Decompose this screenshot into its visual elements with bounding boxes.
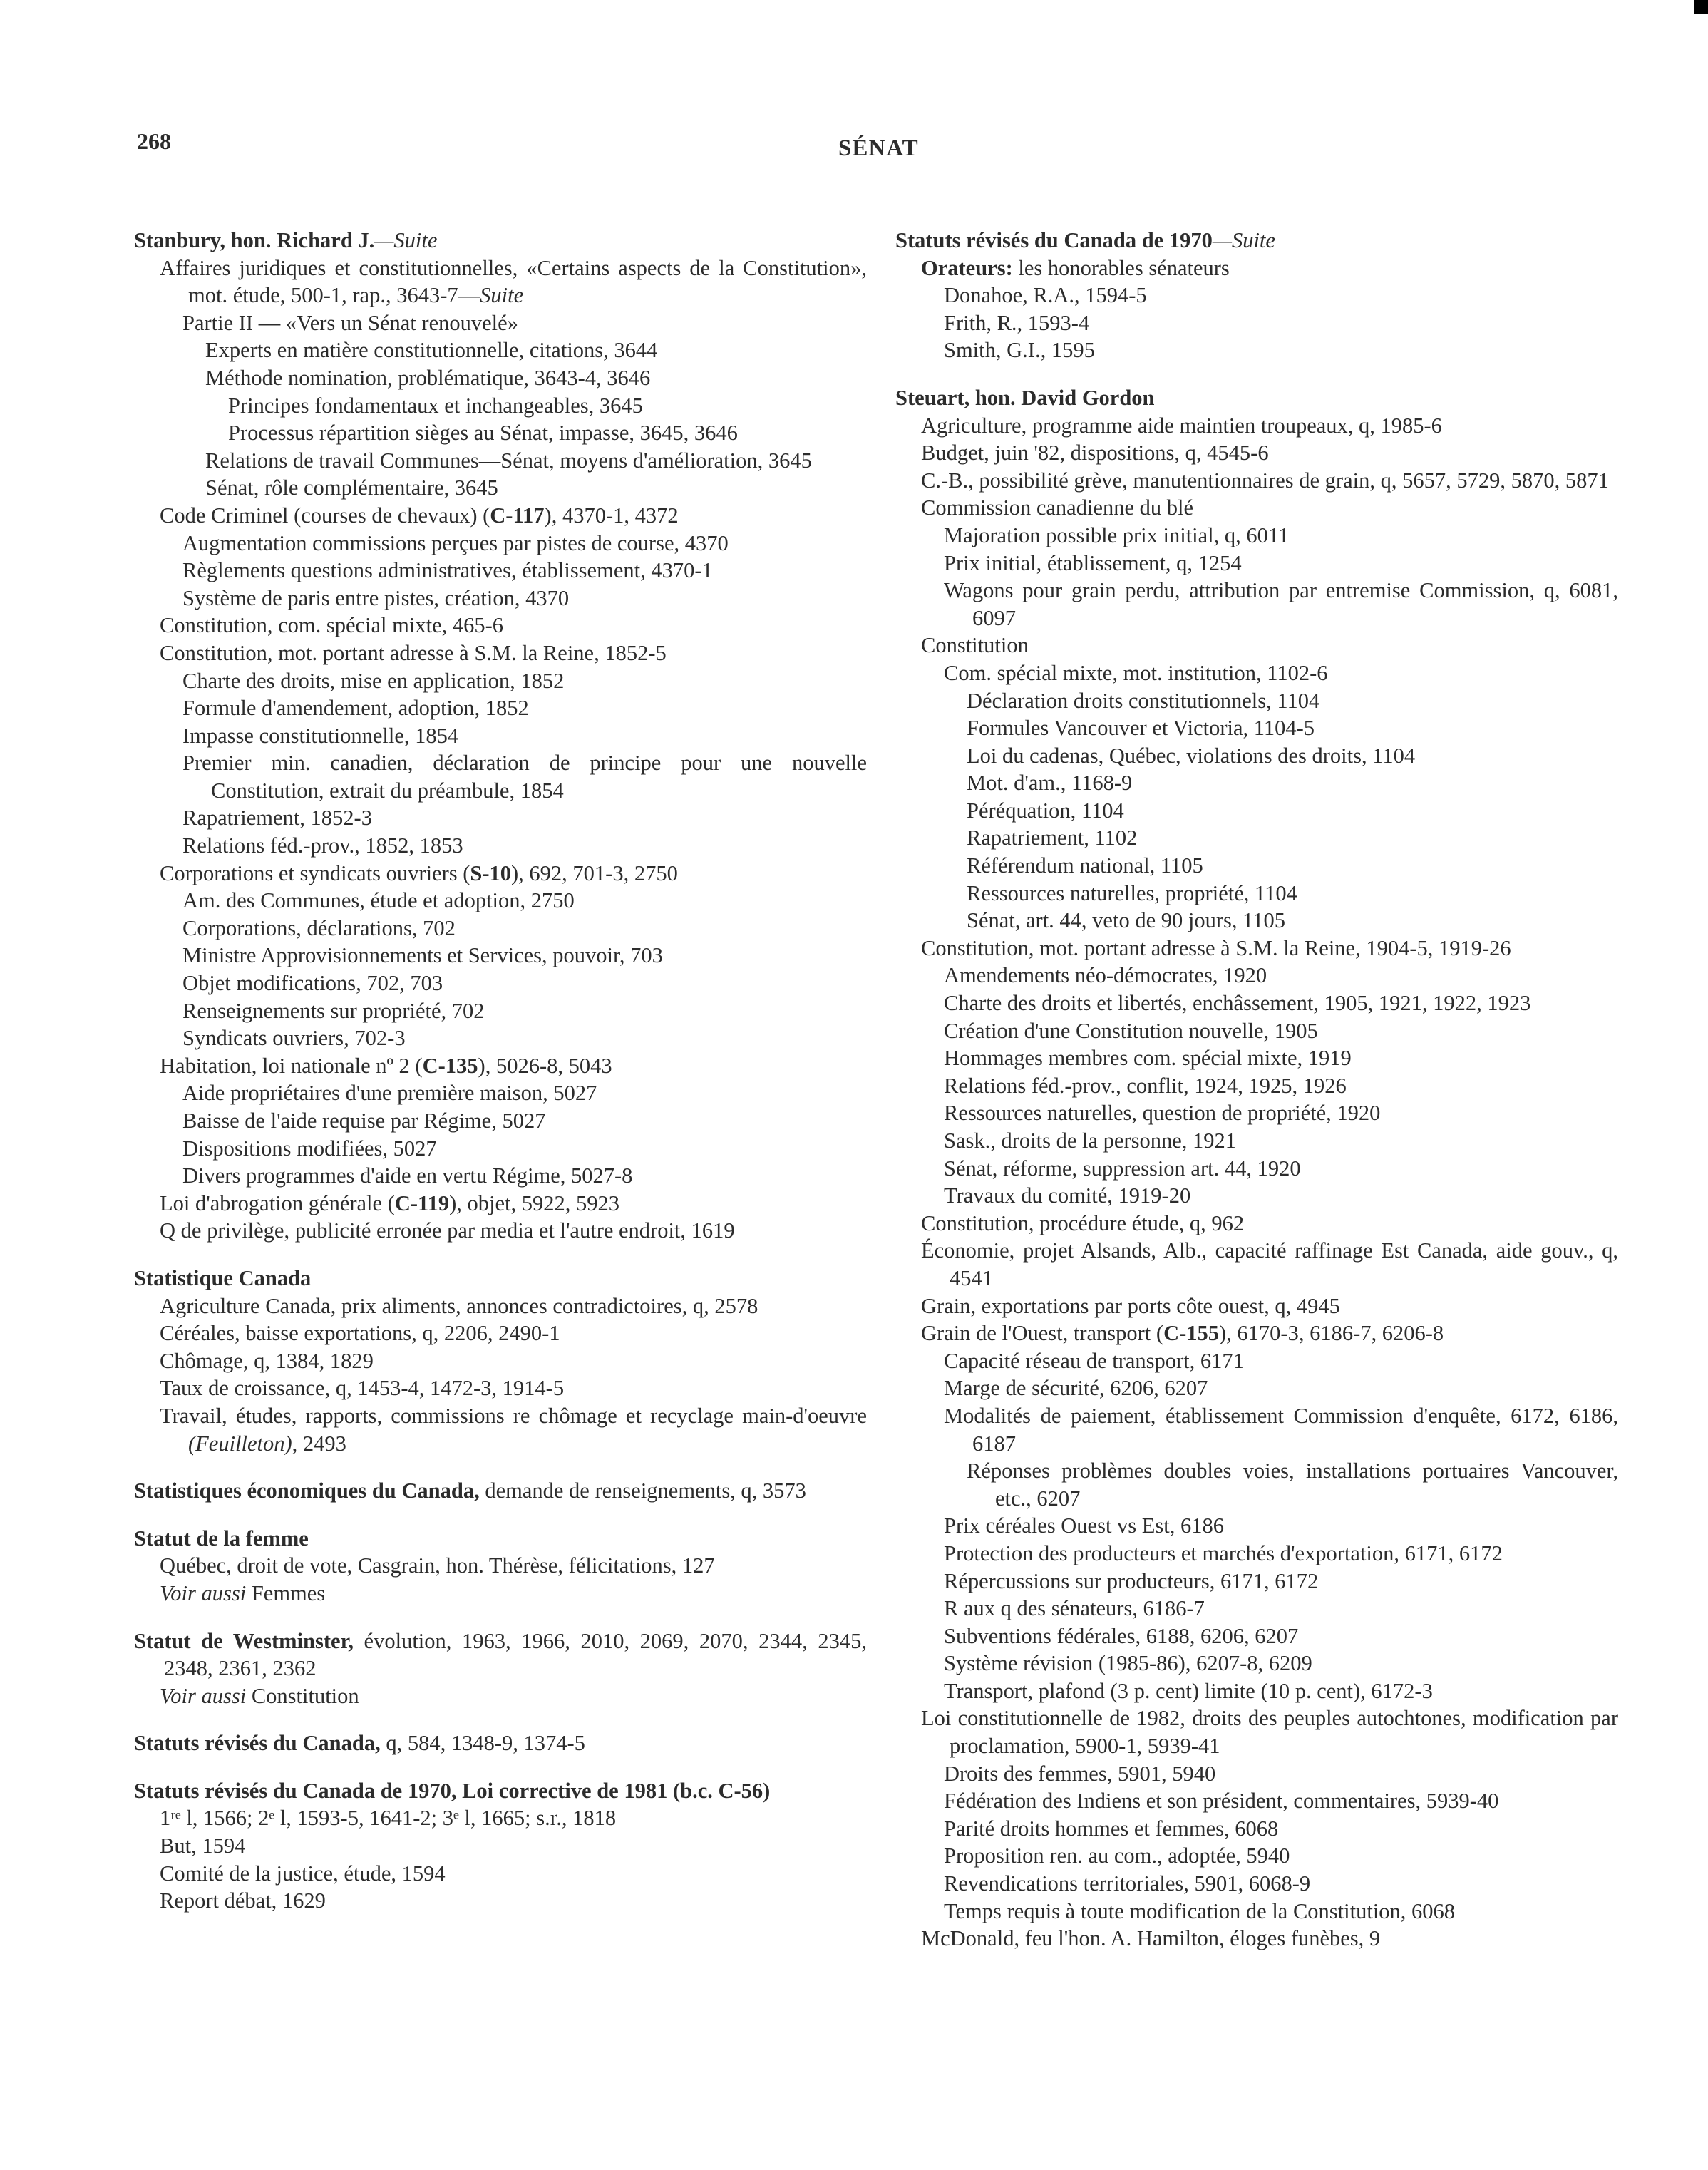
entry-text: Revendications territoriales, 5901, 6068-9 (944, 1871, 1311, 1896)
index-subentry (895, 1017, 1618, 1045)
entry-heading: Statuts révisés du Canada, (134, 1731, 381, 1756)
index-subentry (895, 1870, 1618, 1898)
entry-text: Experts en matière constitutionnelle, citations, 3644 (205, 338, 658, 363)
entry-text: Relations de travail Communes—Sénat, moyens d'amélioration, 3645 (205, 448, 812, 473)
entry-continuation: ), 6170-3, 6186-7, 6206-8 (1219, 1321, 1444, 1346)
index-subentry (895, 1182, 1618, 1210)
index-subentry (895, 439, 1618, 467)
entry-text: Code Criminel (courses de chevaux) ( (160, 503, 490, 528)
entry-text: Subventions fédérales, 6188, 6206, 6207 (944, 1623, 1299, 1648)
entry-text: Impasse constitutionnelle, 1854 (182, 723, 459, 748)
entry-text: McDonald, feu l'hon. A. Hamilton, éloges funèbes, 9 (921, 1926, 1381, 1951)
entry-text: Objet modifications, 702, 703 (182, 971, 443, 996)
entry-text: Péréquation, 1104 (967, 798, 1124, 823)
entry-text: Proposition ren. au com., adoptée, 5940 (944, 1844, 1290, 1868)
entry-text: Travaux du comité, 1919-20 (944, 1183, 1191, 1208)
index-subentry (895, 1072, 1618, 1100)
index-subentry (134, 502, 867, 530)
entry-text: Majoration possible prix initial, q, 6011 (944, 523, 1290, 547)
entry-text: Loi du cadenas, Québec, violations des droits, 1104 (967, 743, 1416, 768)
index-subentry (895, 769, 1618, 797)
entry-text: Loi constitutionnelle de 1982, droits des peuples autochtones, modification par proclamation, 5900-1, 5939-41 (921, 1706, 1618, 1759)
entry-text: Rapatriement, 1102 (967, 826, 1138, 850)
index-subentry (134, 1190, 867, 1218)
index-subentry (895, 467, 1618, 495)
index-subentry (134, 557, 867, 585)
entry-text: Dispositions modifiées, 5027 (182, 1136, 437, 1161)
index-subentry (895, 1320, 1618, 1347)
index-subentry (134, 832, 867, 860)
entry-text: Fédération des Indiens et son président, commentaires, 5939-40 (944, 1789, 1499, 1814)
index-column-right (895, 227, 1618, 1953)
index-subentry (895, 1815, 1618, 1843)
entry-heading: Statistique Canada (134, 1265, 312, 1290)
index-subentry (895, 659, 1618, 687)
index-subentry (134, 585, 867, 612)
entry-text: Augmentation commissions perçues par pistes de course, 4370 (182, 530, 729, 555)
entry-text: Relations féd.-prov., conflit, 1924, 1925, 1926 (944, 1073, 1347, 1098)
entry-text: Hommages membres com. spécial mixte, 1919 (944, 1046, 1352, 1071)
index-subentry (134, 887, 867, 915)
index-subentry (895, 742, 1618, 770)
entry-continuation: ), 5026-8, 5043 (478, 1053, 612, 1078)
entry-text: Travail, études, rapports, commissions re chômage et recyclage main-d'oeuvre (160, 1403, 867, 1428)
entry-heading: Orateurs: (921, 255, 1013, 280)
entry-text: Céréales, baisse exportations, q, 2206, 2490-1 (160, 1321, 560, 1346)
index-subentry (895, 412, 1618, 440)
index-column-left (134, 227, 867, 1915)
index-subentry (134, 1887, 867, 1915)
bill-number: C-135 (422, 1053, 478, 1078)
index-subentry (895, 522, 1618, 550)
index-subentry (895, 1568, 1618, 1595)
entry-continuation: , 2493 (292, 1431, 346, 1456)
index-subentry (895, 632, 1618, 659)
index-subentry (134, 1347, 867, 1375)
entry-text: Affaires juridiques et constitutionnelles, «Certains aspects de la Constitution», mot. étude, 500-1, rap., 3643-7— (160, 255, 867, 308)
entry-text: Am. des Communes, étude et adoption, 2750 (182, 888, 575, 913)
entry-text: Modalités de paiement, établissement Commission d'enquête, 6172, 6186, 6187 (944, 1403, 1618, 1456)
entry-continuation: les honorables sénateurs (1012, 255, 1230, 280)
entry-text: Ressources naturelles, propriété, 1104 (967, 880, 1297, 905)
entry-text: Mot. d'am., 1168-9 (967, 771, 1133, 796)
entry-text: Renseignements sur propriété, 702 (182, 998, 485, 1023)
bill-number: C-119 (394, 1191, 450, 1215)
entry-text: Wagons pour grain perdu, attribution par entremise Commission, q, 6081, 6097 (944, 578, 1618, 630)
entry-text: Corporations et syndicats ouvriers ( (160, 860, 470, 885)
index-subentry (134, 970, 867, 997)
index-subentry (895, 880, 1618, 907)
index-subentry (895, 1512, 1618, 1540)
entry-text: Constitution, com. spécial mixte, 465-6 (160, 613, 504, 638)
index-subentry (895, 1402, 1618, 1457)
entry-continuation: (Feuilleton) (188, 1431, 292, 1456)
entry-text: Grain de l'Ouest, transport ( (921, 1321, 1164, 1346)
index-subentry (895, 1898, 1618, 1925)
index-subentry (134, 749, 867, 804)
entry-continuation: ), 692, 701-3, 2750 (511, 860, 678, 885)
index-subentry (895, 935, 1618, 962)
index-subentry (895, 1155, 1618, 1183)
index-heading-entry (134, 1525, 867, 1553)
entry-text: Droits des femmes, 5901, 5940 (944, 1761, 1216, 1786)
entry-text: Loi d'abrogation générale ( (160, 1191, 395, 1215)
entry-text: Transport, plafond (3 p. cent) limite (10 p. cent), 6172-3 (944, 1678, 1433, 1703)
entry-heading: Stanbury, hon. Richard J. (134, 228, 375, 252)
index-subentry (895, 494, 1618, 522)
entry-text: Relations féd.-prov., 1852, 1853 (182, 833, 463, 858)
entry-text: Système révision (1985-86), 6207-8, 6209 (944, 1651, 1312, 1676)
entry-text: Ministre Approvisionnements et Services, pouvoir, 703 (182, 943, 663, 968)
entry-text: Temps requis à toute modification de la Constitution, 6068 (944, 1898, 1456, 1923)
index-subentry (134, 1052, 867, 1080)
index-subentry (895, 1292, 1618, 1320)
entry-heading: Statuts révisés du Canada de 1970 (895, 228, 1213, 252)
bill-number: S-10 (470, 860, 512, 885)
entry-text: Prix initial, établissement, q, 1254 (944, 550, 1242, 575)
entry-text: Réponses problèmes doubles voies, installations portuaires Vancouver, etc., 6207 (967, 1459, 1618, 1511)
index-subentry (134, 309, 867, 337)
index-subentry (134, 1580, 867, 1608)
index-subentry (134, 1162, 867, 1190)
entry-text: Ressources naturelles, question de propriété, 1920 (944, 1101, 1381, 1126)
entry-text: Répercussions sur producteurs, 6171, 6172 (944, 1568, 1319, 1593)
entry-continuation: ), 4370-1, 4372 (544, 503, 679, 528)
index-subentry (895, 577, 1618, 632)
index-subentry (895, 1925, 1618, 1953)
index-subentry (134, 1320, 867, 1347)
index-subentry (134, 1374, 867, 1402)
entry-text: Q de privilège, publicité erronée par media et l'autre endroit, 1619 (160, 1218, 735, 1243)
index-subentry (895, 1842, 1618, 1870)
entry-continuation: Suite (480, 283, 524, 308)
index-subentry (895, 309, 1618, 337)
entry-continuation: Constitution (246, 1683, 359, 1708)
entry-text: Sénat, réforme, suppression art. 44, 1920 (944, 1156, 1301, 1181)
index-subentry (134, 447, 867, 475)
index-subentry (895, 989, 1618, 1017)
entry-continuation: évolution, 1963, 1966, 2010, 2069, 2070, 2344, 2345, 2348, 2361, 2362 (164, 1628, 867, 1681)
entry-text: Processus répartition sièges au Sénat, impasse, 3645, 3646 (228, 421, 738, 446)
index-subentry (134, 1079, 867, 1107)
index-heading-entry (895, 227, 1618, 254)
index-subentry (134, 1832, 867, 1860)
entry-text: Protection des producteurs et marchés d'exportation, 6171, 6172 (944, 1541, 1503, 1565)
entry-continuation: demande de renseignements, q, 3573 (479, 1479, 806, 1503)
index-heading-entry (134, 1477, 867, 1505)
entry-text: Prix céréales Ouest vs Est, 6186 (944, 1513, 1225, 1538)
entry-text: Premier min. canadien, déclaration de principe pour une nouvelle Constitution, extrait du préambule, 1854 (182, 751, 867, 803)
index-subentry (895, 852, 1618, 880)
entry-text: Syndicats ouvriers, 702-3 (182, 1026, 406, 1051)
index-subentry (134, 804, 867, 832)
entry-text: Sénat, art. 44, veto de 90 jours, 1105 (967, 908, 1285, 933)
index-subentry (134, 722, 867, 750)
index-subentry (134, 474, 867, 502)
index-subentry (895, 1127, 1618, 1155)
index-subentry (134, 1860, 867, 1888)
index-subentry (134, 254, 867, 309)
index-subentry (134, 667, 867, 695)
index-subentry (895, 336, 1618, 364)
entry-text: Méthode nomination, problématique, 3643-4, 3646 (205, 365, 651, 390)
entry-text: Commission canadienne du blé (921, 495, 1194, 520)
entry-text: Sénat, rôle complémentaire, 3645 (205, 475, 498, 500)
index-subentry (134, 1135, 867, 1163)
index-subentry (134, 1402, 867, 1457)
entry-text: Principes fondamentaux et inchangeables, 3645 (228, 393, 643, 418)
index-subentry (895, 797, 1618, 825)
index-subentry (134, 392, 867, 420)
running-head: SÉNAT (838, 135, 919, 161)
index-subentry (134, 612, 867, 639)
entry-text: But, 1594 (160, 1834, 246, 1858)
index-subentry (895, 1540, 1618, 1568)
entry-text: Constitution, mot. portant adresse à S.M. la Reine, 1852-5 (160, 640, 667, 665)
index-subentry (895, 1677, 1618, 1705)
index-subentry (134, 1217, 867, 1245)
index-subentry (134, 694, 867, 722)
index-subentry (134, 336, 867, 364)
entry-text: 1ʳᵉ l, 1566; 2ᵉ l, 1593-5, 1641-2; 3ᵉ l, 1665; s.r., 1818 (160, 1806, 617, 1831)
index-subentry (134, 1682, 867, 1710)
entry-text: Agriculture Canada, prix aliments, annonces contradictoires, q, 2578 (160, 1293, 758, 1318)
index-subentry (895, 1099, 1618, 1127)
index-subentry (895, 687, 1618, 715)
entry-heading: Statistiques économiques du Canada, (134, 1479, 480, 1503)
entry-text: Divers programmes d'aide en vertu Régime, 5027-8 (182, 1163, 633, 1188)
entry-continuation: —Suite (374, 228, 438, 252)
entry-text: Création d'une Constitution nouvelle, 1905 (944, 1018, 1318, 1043)
index-subentry (895, 1650, 1618, 1677)
index-subentry (895, 254, 1618, 282)
index-subentry (134, 997, 867, 1025)
entry-text: Budget, juin '82, dispositions, q, 4545-6 (921, 441, 1269, 466)
entry-text: Rapatriement, 1852-3 (182, 806, 372, 831)
index-subentry (134, 1107, 867, 1135)
index-subentry (895, 1704, 1618, 1759)
index-subentry (895, 1374, 1618, 1402)
entry-text: Économie, projet Alsands, Alb., capacité raffinage Est Canada, aide gouv., q, 4541 (921, 1238, 1618, 1290)
entry-text: Partie II — «Vers un Sénat renouvelé» (182, 310, 518, 335)
entry-text: Agriculture, programme aide maintien troupeaux, q, 1985-6 (921, 413, 1442, 438)
index-subentry (895, 1787, 1618, 1815)
index-heading-entry (895, 384, 1618, 412)
entry-continuation: Voir aussi (160, 1683, 247, 1708)
entry-continuation: ), objet, 5922, 5923 (449, 1191, 619, 1215)
entry-text: Formule d'amendement, adoption, 1852 (182, 696, 529, 721)
bill-number: C-117 (490, 503, 545, 528)
index-subentry (895, 1623, 1618, 1650)
index-subentry (895, 1347, 1618, 1375)
entry-text: Donahoe, R.A., 1594-5 (944, 283, 1147, 308)
index-subentry (895, 282, 1618, 309)
entry-text: Comité de la justice, étude, 1594 (160, 1861, 446, 1886)
entry-continuation: —Suite (1212, 228, 1275, 252)
entry-text: Constitution, mot. portant adresse à S.M. la Reine, 1904-5, 1919-26 (921, 935, 1511, 960)
index-heading-entry (134, 1729, 867, 1757)
index-heading-entry (134, 1265, 867, 1292)
index-heading-entry (134, 1628, 867, 1682)
entry-text: Règlements questions administratives, établissement, 4370-1 (182, 558, 713, 583)
entry-text: Constitution, procédure étude, q, 962 (921, 1210, 1245, 1235)
entry-continuation: Femmes (246, 1580, 326, 1605)
index-subentry (895, 550, 1618, 577)
entry-text: Référendum national, 1105 (967, 853, 1203, 878)
entry-text: Frith, R., 1593-4 (944, 310, 1090, 335)
entry-text: Capacité réseau de transport, 6171 (944, 1348, 1244, 1373)
index-subentry (134, 639, 867, 667)
entry-text: Taux de croissance, q, 1453-4, 1472-3, 1914-5 (160, 1376, 565, 1401)
scan-corner-mark (1694, 0, 1708, 14)
index-subentry (895, 1044, 1618, 1072)
index-subentry (895, 1237, 1618, 1292)
entry-text: Québec, droit de vote, Casgrain, hon. Thérèse, félicitations, 127 (160, 1553, 715, 1578)
index-subentry (134, 915, 867, 942)
index-subentry (895, 1457, 1618, 1512)
index-subentry (134, 1024, 867, 1052)
index-subentry (134, 1804, 867, 1832)
entry-text: Sask., droits de la personne, 1921 (944, 1128, 1236, 1153)
entry-text: C.-B., possibilité grève, manutentionnaires de grain, q, 5657, 5729, 5870, 5871 (921, 468, 1609, 493)
index-subentry (895, 962, 1618, 989)
entry-text: Déclaration droits constitutionnels, 1104 (967, 688, 1320, 713)
index-subentry (895, 1760, 1618, 1788)
index-subentry (895, 907, 1618, 935)
entry-continuation: Voir aussi (160, 1580, 247, 1605)
entry-text: Charte des droits, mise en application, 1852 (182, 668, 565, 693)
entry-heading: Steuart, hon. David Gordon (895, 385, 1155, 410)
index-subentry (134, 419, 867, 447)
entry-continuation: q, 584, 1348-9, 1374-5 (380, 1731, 585, 1756)
entry-text: Report débat, 1629 (160, 1888, 326, 1913)
index-heading-entry (134, 227, 867, 254)
index-subentry (134, 1292, 867, 1320)
entry-text: Système de paris entre pistes, création, 4370 (182, 585, 570, 610)
index-subentry (134, 364, 867, 392)
entry-text: Habitation, loi nationale nº 2 ( (160, 1053, 423, 1078)
entry-text: Amendements néo-démocrates, 1920 (944, 963, 1267, 988)
entry-text: Smith, G.I., 1595 (944, 338, 1095, 363)
entry-heading: Statut de Westminster, (134, 1628, 354, 1653)
index-subentry (134, 942, 867, 970)
entry-text: Chômage, q, 1384, 1829 (160, 1348, 374, 1373)
bill-number: C-155 (1163, 1321, 1219, 1346)
entry-text: Aide propriétaires d'une première maison, 5027 (182, 1081, 597, 1106)
entry-text: Corporations, déclarations, 702 (182, 915, 456, 940)
entry-text: Constitution (921, 633, 1029, 658)
entry-text: Baisse de l'aide requise par Régime, 5027 (182, 1109, 546, 1133)
index-heading-entry (134, 1777, 867, 1805)
entry-text: Charte des droits et libertés, enchâssement, 1905, 1921, 1922, 1923 (944, 991, 1531, 1016)
index-subentry (134, 860, 867, 888)
index-subentry (895, 1210, 1618, 1238)
page-number: 268 (137, 128, 171, 154)
index-subentry (895, 1595, 1618, 1623)
entry-text: Parité droits hommes et femmes, 6068 (944, 1816, 1279, 1841)
entry-heading: Statuts révisés du Canada de 1970, Loi corrective de 1981 (b.c. C-56) (134, 1778, 771, 1803)
entry-text: Grain, exportations par ports côte ouest, q, 4945 (921, 1293, 1340, 1318)
entry-text: R aux q des sénateurs, 6186-7 (944, 1596, 1205, 1621)
entry-text: Formules Vancouver et Victoria, 1104-5 (967, 716, 1315, 741)
index-subentry (895, 824, 1618, 852)
index-subentry (134, 530, 867, 557)
index-subentry (134, 1552, 867, 1580)
entry-heading: Statut de la femme (134, 1526, 309, 1551)
index-subentry (895, 714, 1618, 742)
entry-text: Marge de sécurité, 6206, 6207 (944, 1376, 1208, 1401)
entry-text: Com. spécial mixte, mot. institution, 1102-6 (944, 660, 1328, 685)
